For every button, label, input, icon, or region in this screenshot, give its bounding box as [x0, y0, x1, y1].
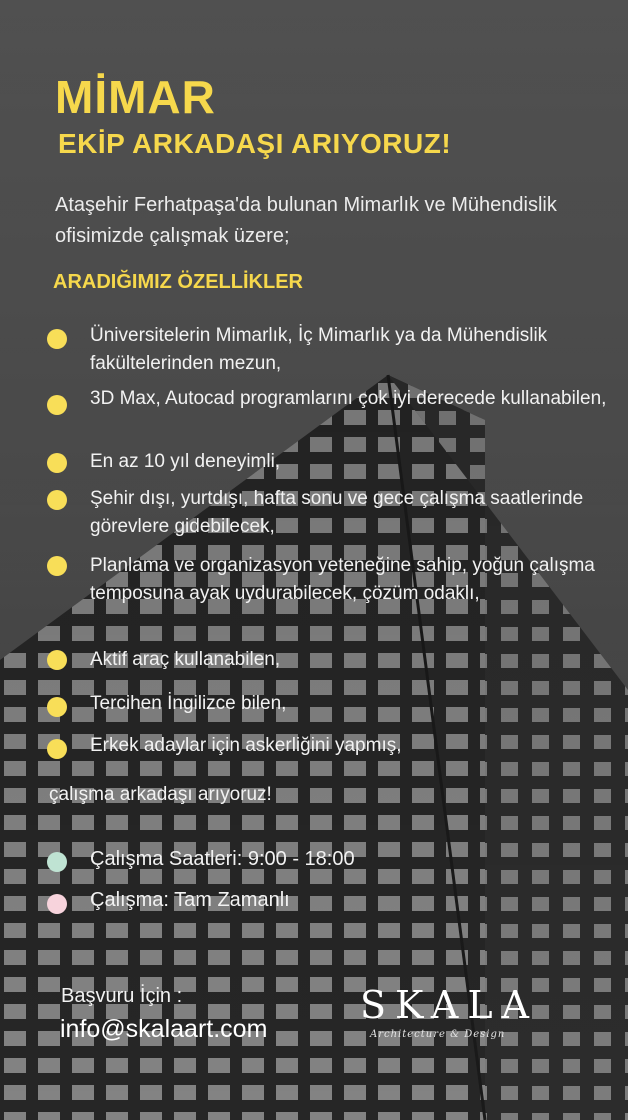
features-heading: ARADIĞIMIZ ÖZELLİKLER	[53, 271, 303, 293]
logo-tagline: Architecture & Design	[370, 1029, 506, 1040]
subtitle: EKİP ARKADAŞI ARIYORUZ!	[58, 128, 452, 159]
bullet-yellow-icon	[47, 329, 67, 349]
title: MİMAR	[55, 71, 216, 123]
bullet-yellow-icon	[47, 453, 67, 473]
work-type: Çalışma: Tam Zamanlı	[90, 889, 290, 911]
bullet-yellow-icon	[47, 650, 67, 670]
feature-item: 3D Max, Autocad programlarını çok iyi derecede kullanabilen,	[90, 388, 607, 409]
feature-item: En az 10 yıl deneyimli,	[90, 451, 281, 472]
bullet-yellow-icon	[47, 739, 67, 759]
intro-text: Ataşehir Ferhatpaşa'da bulunan Mimarlık ve Mühendislik ofisimizde çalışmak üzere;	[55, 194, 557, 247]
bullet-yellow-icon	[47, 490, 67, 510]
bullet-mint-icon	[47, 852, 67, 872]
feature-item: Şehir dışı, yurtdışı, hafta sonu ve gece çalışma saatlerinde görevlere gidebilecek,	[90, 488, 584, 537]
bullet-yellow-icon	[47, 395, 67, 415]
feature-item: Erkek adaylar için askerliğini yapmış,	[90, 735, 402, 756]
feature-item: Planlama ve organizasyon yeteneğine sahip, yoğun çalışma temposuna ayak uydurabilecek, çözüm odaklı,	[90, 555, 595, 604]
apply-email[interactable]: info@skalaart.com	[60, 1015, 268, 1043]
work-hours: Çalışma Saatleri: 9:00 - 18:00	[90, 848, 355, 870]
feature-item: Aktif araç kullanabilen,	[90, 649, 281, 670]
bullet-yellow-icon	[47, 556, 67, 576]
feature-item: Tercihen İngilizce bilen,	[90, 693, 287, 714]
apply-label: Başvuru İçin :	[61, 985, 183, 1007]
feature-item: Üniversitelerin Mimarlık, İç Mimarlık ya da Mühendislik fakültelerinden mezun,	[90, 325, 548, 374]
logo-wordmark: SKALA	[360, 983, 538, 1027]
closing-text: çalışma arkadaşı arıyoruz!	[49, 784, 272, 805]
bullet-pink-icon	[47, 894, 67, 914]
bullet-yellow-icon	[47, 697, 67, 717]
skala-logo	[360, 983, 560, 1053]
